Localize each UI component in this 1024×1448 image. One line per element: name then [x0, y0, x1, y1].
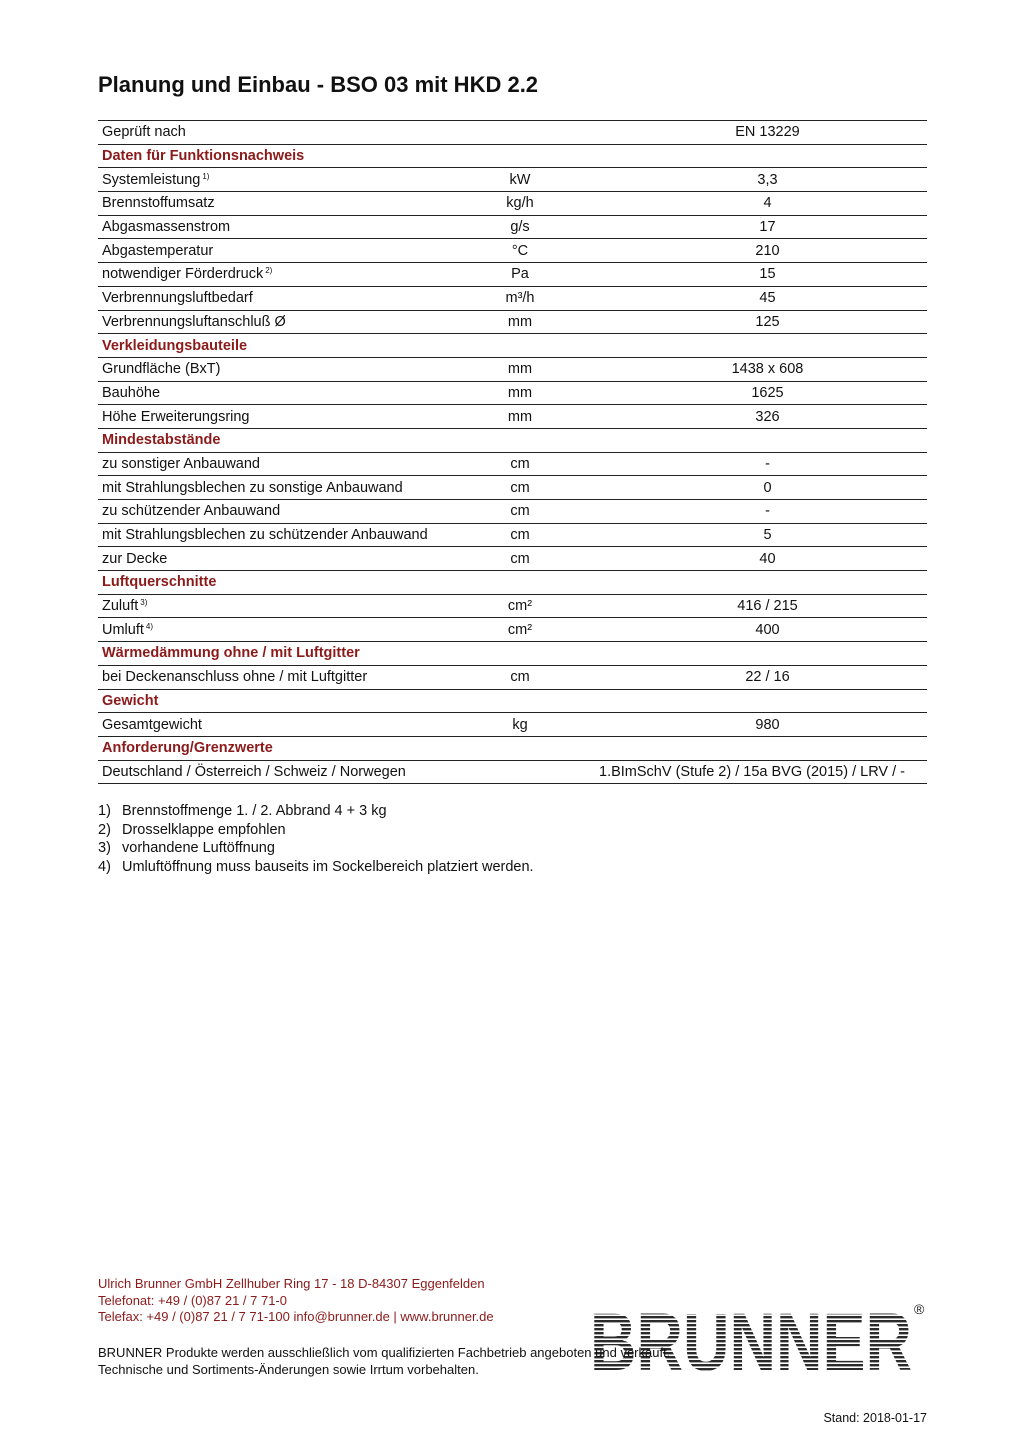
company-info — [98, 1276, 494, 1326]
row-unit: °C — [511, 242, 529, 259]
footnote — [98, 802, 534, 821]
spec-table — [98, 120, 927, 784]
row-label — [98, 622, 462, 638]
row-label-text: Höhe Erweiterungsring — [102, 408, 250, 425]
row-label-text: zur Decke — [102, 550, 168, 567]
row-label — [98, 243, 462, 259]
row-label — [98, 456, 462, 472]
footnote-ref: 1) — [202, 171, 210, 181]
row-value: 326 — [755, 408, 780, 425]
svg-text:®: ® — [914, 1301, 925, 1317]
row-label — [98, 266, 462, 282]
row-label — [98, 361, 462, 377]
svg-text:BRUNNER: BRUNNER — [590, 1300, 912, 1372]
row-label — [98, 480, 462, 496]
row-label — [98, 409, 462, 425]
row-unit: cm — [510, 503, 530, 520]
row-unit: cm — [510, 479, 530, 496]
footnote-text: Drosselklappe empfohlen — [122, 821, 286, 838]
row-label-text: Abgastemperatur — [102, 242, 214, 259]
row-value: 980 — [755, 716, 780, 733]
table-row — [98, 713, 927, 737]
row-unit: kg/h — [506, 195, 534, 212]
table-row — [98, 287, 927, 311]
footnote-ref: 3) — [140, 598, 148, 608]
row-label — [98, 385, 462, 401]
section-heading: Anforderung/Grenzwerte — [98, 737, 927, 761]
disclaimer-line-2: Technische und Sortiments-Änderungen sowie Irrtum vorbehalten. — [98, 1361, 479, 1377]
disclaimer-line-1: BRUNNER Produkte werden ausschließlich vom qualifizierten Fachbetrieb angeboten und verkauft. — [98, 1345, 671, 1360]
row-label — [98, 717, 462, 733]
row-label-text: Zuluft — [102, 598, 139, 615]
row-label — [98, 551, 462, 567]
table-row — [98, 500, 927, 524]
section-heading: Daten für Funktionsnachweis — [98, 145, 927, 169]
document-date: Stand: 2018-01-17 — [823, 1411, 927, 1425]
row-label-text: Bauhöhe — [102, 384, 161, 401]
section-heading: Verkleidungsbauteile — [98, 334, 927, 358]
footnote — [98, 839, 534, 858]
table-row — [98, 547, 927, 571]
table-row — [98, 453, 927, 477]
row-label-text: Brennstoffumsatz — [102, 195, 215, 212]
row-unit: mm — [507, 361, 533, 378]
footnote — [98, 858, 534, 877]
row-unit: cm² — [507, 621, 533, 638]
table-row — [98, 382, 927, 406]
row-label-text: Systemleistung — [102, 171, 201, 188]
header-row — [98, 120, 927, 145]
row-value: 5 — [763, 527, 772, 544]
table-row — [98, 761, 927, 785]
row-value: 4 — [763, 195, 772, 212]
row-unit: cm — [510, 669, 530, 686]
footnote-number: 1) — [98, 803, 111, 819]
table-row — [98, 311, 927, 335]
row-label — [98, 314, 462, 330]
section-heading: Mindestabstände — [98, 429, 927, 453]
row-unit: cm — [510, 550, 530, 567]
row-value: 1625 — [751, 384, 784, 401]
row-unit: mm — [507, 313, 533, 330]
row-label-text: bei Deckenanschluss ohne / mit Luftgitter — [102, 669, 368, 686]
table-row — [98, 358, 927, 382]
row-label-text: mit Strahlungsblechen zu sonstige Anbauwand — [102, 479, 403, 496]
row-label-text: Abgasmassenstrom — [102, 219, 231, 236]
table-row — [98, 168, 927, 192]
row-unit: Pa — [511, 266, 529, 283]
row-value: 17 — [759, 219, 776, 236]
header-row-label: Geprüft nach — [102, 124, 186, 141]
table-row — [98, 476, 927, 500]
disclaimer — [98, 1345, 670, 1378]
footnote-number: 3) — [98, 840, 111, 857]
footnote-ref: 2) — [265, 266, 273, 276]
table-row — [98, 263, 927, 287]
section-heading: Luftquerschnitte — [98, 571, 927, 595]
row-label-text: Verbrennungsluftbedarf — [102, 290, 253, 307]
footnote-text: Umluftöffnung muss bauseits im Sockelbereich platziert werden. — [122, 859, 534, 876]
row-value: 45 — [759, 290, 776, 307]
row-unit: cm — [510, 527, 530, 544]
row-label-text: Verbrennungsluftanschluß Ø — [102, 313, 286, 330]
row-label — [98, 764, 462, 780]
row-unit: kg — [512, 716, 528, 733]
row-label — [98, 219, 462, 235]
row-value: - — [765, 455, 770, 472]
table-row — [98, 192, 927, 216]
row-label-text: Deutschland / Österreich / Schweiz / Norwegen — [102, 763, 406, 780]
row-value: 416 / 215 — [737, 598, 798, 615]
footnote-number: 4) — [98, 859, 111, 876]
row-value: 15 — [759, 266, 776, 283]
row-value: 22 / 16 — [745, 669, 790, 686]
footnote-text: Brennstoffmenge 1. / 2. Abbrand 4 + 3 kg — [122, 803, 387, 819]
row-unit: g/s — [510, 219, 530, 236]
row-label — [98, 669, 462, 685]
table-row — [98, 239, 927, 263]
table-row — [98, 216, 927, 240]
row-value: 40 — [759, 550, 776, 567]
company-phone: Telefonat: +49 / (0)87 21 / 7 71-0 — [98, 1292, 287, 1308]
company-address: Ulrich Brunner GmbH Zellhuber Ring 17 - 18 D-84307 Eggenfelden — [98, 1276, 485, 1291]
table-row — [98, 405, 927, 429]
table-row — [98, 618, 927, 642]
table-row — [98, 666, 927, 690]
row-value: 210 — [755, 242, 780, 259]
header-row-value: EN 13229 — [735, 124, 800, 141]
row-unit: mm — [507, 408, 533, 425]
row-label — [98, 290, 462, 306]
row-label-text: zu sonstiger Anbauwand — [102, 455, 260, 472]
row-value: 0 — [763, 479, 772, 496]
table-row — [98, 595, 927, 619]
row-label-text: notwendiger Förderdruck — [102, 266, 264, 283]
row-value: 400 — [755, 621, 780, 638]
row-unit: kW — [509, 171, 531, 188]
row-value: - — [765, 503, 770, 520]
row-label — [98, 195, 462, 211]
row-value: 3,3 — [757, 171, 778, 188]
row-unit: mm — [507, 384, 533, 401]
row-label-text: Umluft — [102, 621, 144, 638]
row-label-text: mit Strahlungsblechen zu schützender Anbauwand — [102, 527, 428, 544]
row-label — [98, 172, 462, 188]
row-unit: m³/h — [505, 290, 535, 307]
footnote-text: vorhandene Luftöffnung — [122, 840, 275, 857]
footnote-number: 2) — [98, 821, 111, 838]
row-value: 1438 x 608 — [731, 361, 804, 378]
section-heading: Gewicht — [98, 690, 927, 714]
company-fax-email-web: Telefax: +49 / (0)87 21 / 7 71-100 info@brunner.de | www.brunner.de — [98, 1309, 494, 1325]
section-heading: Wärmedämmung ohne / mit Luftgitter — [98, 642, 927, 666]
row-label — [98, 503, 462, 519]
footnote-ref: 4) — [145, 621, 154, 631]
row-unit: cm — [510, 455, 530, 472]
spec-sections — [98, 145, 927, 785]
footnote — [98, 821, 534, 840]
table-row — [98, 524, 927, 548]
row-value: 1.BImSchV (Stufe 2) / 15a BVG (2015) / LRV / - — [599, 763, 905, 780]
row-label — [98, 598, 462, 614]
row-label-text: zu schützender Anbauwand — [102, 503, 281, 520]
row-label-text: Grundfläche (BxT) — [102, 361, 221, 378]
row-label-text: Gesamtgewicht — [102, 716, 202, 733]
row-label — [98, 527, 462, 543]
footnotes — [98, 802, 534, 877]
page-title: Planung und Einbau - BSO 03 mit HKD 2.2 — [98, 72, 539, 97]
row-unit: cm² — [507, 598, 533, 615]
row-value: 125 — [755, 313, 780, 330]
